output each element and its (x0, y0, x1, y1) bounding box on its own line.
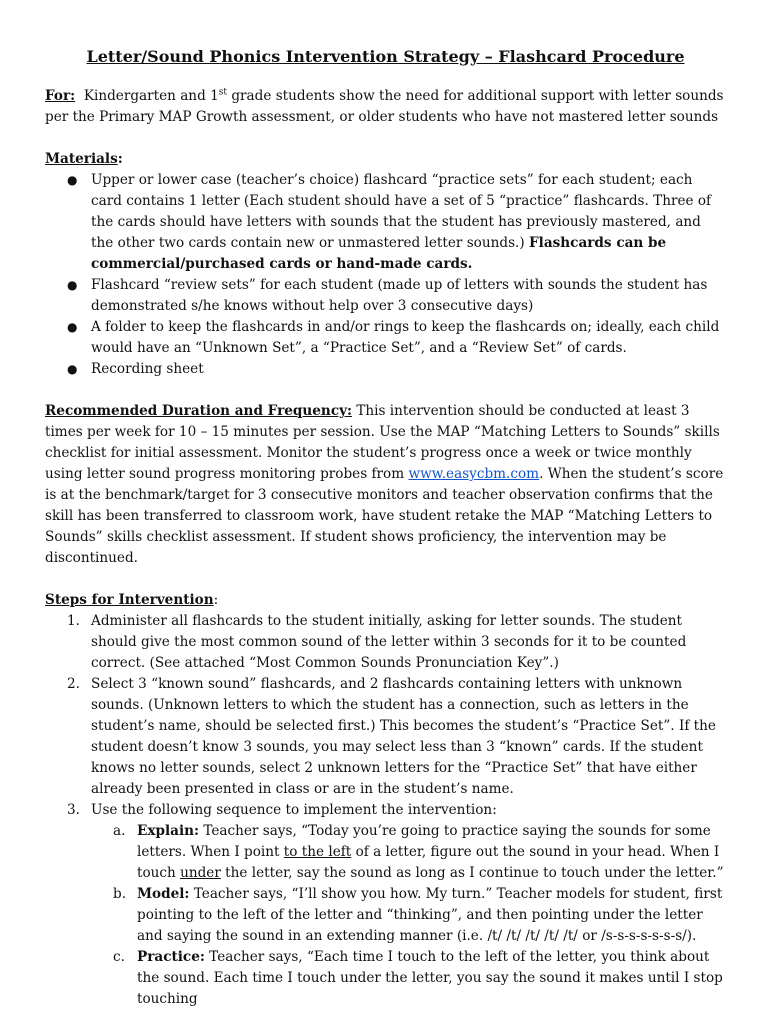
steps-list (45, 611, 726, 1010)
steps-section (45, 590, 726, 1010)
sub-step-letter: c. (113, 949, 125, 965)
sub-step-letter: a. (113, 823, 126, 839)
step-text: Use the following sequence to implement the intervention: (91, 802, 497, 818)
step-number: 3. (67, 802, 80, 818)
material-text: A folder to keep the flashcards in and/or rings to keep the flashcards on; ideally, each child would have an “Unknown Set”, a “Practice Set”, and a “Review Set” of cards. (91, 319, 720, 356)
sub-step-text: Teacher says, “Each time I touch to the left of the letter, you think about the sound. Each time I touch under the letter, you say the sound it makes until I stop touching (137, 949, 723, 1007)
sub-step-letter: b. (113, 886, 127, 902)
sub-step-text: Teacher says, “I’ll show you how. My turn.” Teacher models for student, first pointing to the left of the letter and “thinking”, and then pointing under the letter and saying the sound in an extending manner (i.e. /t/ /t/ /t/ /t/ /t/ or /s-s-s-s-s-s-s/). (137, 886, 723, 944)
list-item (45, 317, 726, 359)
for-text-b: grade students show the need for additional support with letter sounds per the Primary MAP Growth assessment, or older students who have not mastered letter sounds (45, 88, 724, 125)
sub-step-bold: Model: (137, 886, 190, 902)
bullet-icon: ● (67, 320, 78, 334)
easycbm-link[interactable]: www.easycbm.com (408, 466, 540, 482)
sub-steps-list (91, 821, 726, 1010)
material-bold: Flashcards can be commercial/purchased cards or hand-made cards. (91, 235, 667, 272)
sub-step-bold: Practice: (137, 949, 205, 965)
list-item (45, 170, 726, 275)
sub-step-underline: to the left (283, 844, 352, 860)
step-item (45, 800, 726, 1010)
sub-step-text: Teacher says, “Today you’re going to practice saying the sounds for some letters. When I point (137, 823, 711, 860)
materials-colon: : (117, 151, 123, 167)
bullet-icon: ● (67, 278, 78, 292)
step-item (45, 611, 726, 674)
materials-list (45, 170, 726, 380)
duration-label: Recommended Duration and Frequency: (45, 403, 353, 419)
materials-section (45, 149, 726, 380)
duration-paragraph (45, 401, 726, 569)
sub-step-item (91, 947, 726, 1010)
for-text-a: Kindergarten and 1 (83, 88, 219, 104)
steps-colon: : (213, 592, 219, 608)
step-item (45, 674, 726, 800)
step-text: Administer all flashcards to the student initially, asking for letter sounds. The student should give the most common sound of the letter within 3 seconds for it to be counted correct. (See attached “Most Common Sounds Pronunciation Key”.) (91, 613, 687, 671)
duration-section (45, 401, 726, 569)
materials-heading (45, 149, 726, 170)
bullet-icon: ● (67, 362, 78, 376)
material-text: Upper or lower case (teacher’s choice) flashcard “practice sets” for each student; each card contains 1 letter (Each student should have a set of 5 “practice” flashcards. Three of the cards should have letters with sounds that the student has previously mastered, and the other two cards contain new or unmastered letter sounds.) (91, 172, 712, 251)
material-text: Recording sheet (91, 361, 204, 377)
list-item (45, 359, 726, 380)
list-item (45, 275, 726, 317)
sub-step-bold: Explain: (137, 823, 200, 839)
duration-text-a: This intervention should be conducted at least 3 times per week for 10 – 15 minutes per session. Use the MAP “Matching Letters to Sounds” skills checklist for initial assessment. Monitor the student’s progress once a week or twice monthly using letter sound progress monitoring probes from (45, 403, 720, 482)
bullet-icon: ● (67, 173, 78, 187)
sub-step-item (91, 884, 726, 947)
materials-label: Materials (45, 151, 118, 167)
step-number: 2. (67, 676, 80, 692)
steps-label: Steps for Intervention (45, 592, 214, 608)
steps-heading (45, 590, 726, 611)
sub-step-text: the letter, say the sound as long as I continue to touch under the letter.” (220, 865, 724, 881)
for-sup: st (218, 87, 227, 98)
for-section (45, 86, 726, 128)
sub-step-item (91, 821, 726, 884)
sub-step-underline: under (180, 865, 221, 881)
sub-step-text: of a letter, figure out the sound in your head. When I touch (137, 844, 720, 881)
for-label: For: (45, 88, 76, 104)
step-text: Select 3 “known sound” flashcards, and 2 flashcards containing letters with unknown sounds. (Unknown letters to which the student has a connection, such as letters in the student’s name, should be selected first.) This becomes the student’s “Practice Set”. If the student doesn’t know 3 sounds, you may select less than 3 “known” cards. If the student knows no letter sounds, select 2 unknown letters for the “Practice Set” that have either already been presented in class or are in the student’s name. (91, 676, 716, 797)
material-text: Flashcard “review sets” for each student (made up of letters with sounds the student has demonstrated s/he knows without help over 3 consecutive days) (91, 277, 708, 314)
document-title: Letter/Sound Phonics Intervention Strategy – Flashcard Procedure (86, 47, 685, 66)
for-paragraph (45, 86, 726, 128)
duration-text-b: . When the student’s score is at the benchmark/target for 3 consecutive monitors and teacher observation confirms that the skill has been transferred to classroom work, have student retake the MAP “Matching Letters to Sounds” skills checklist assessment. If student shows proficiency, the intervention may be discontinued. (45, 466, 724, 566)
step-number: 1. (67, 613, 80, 629)
